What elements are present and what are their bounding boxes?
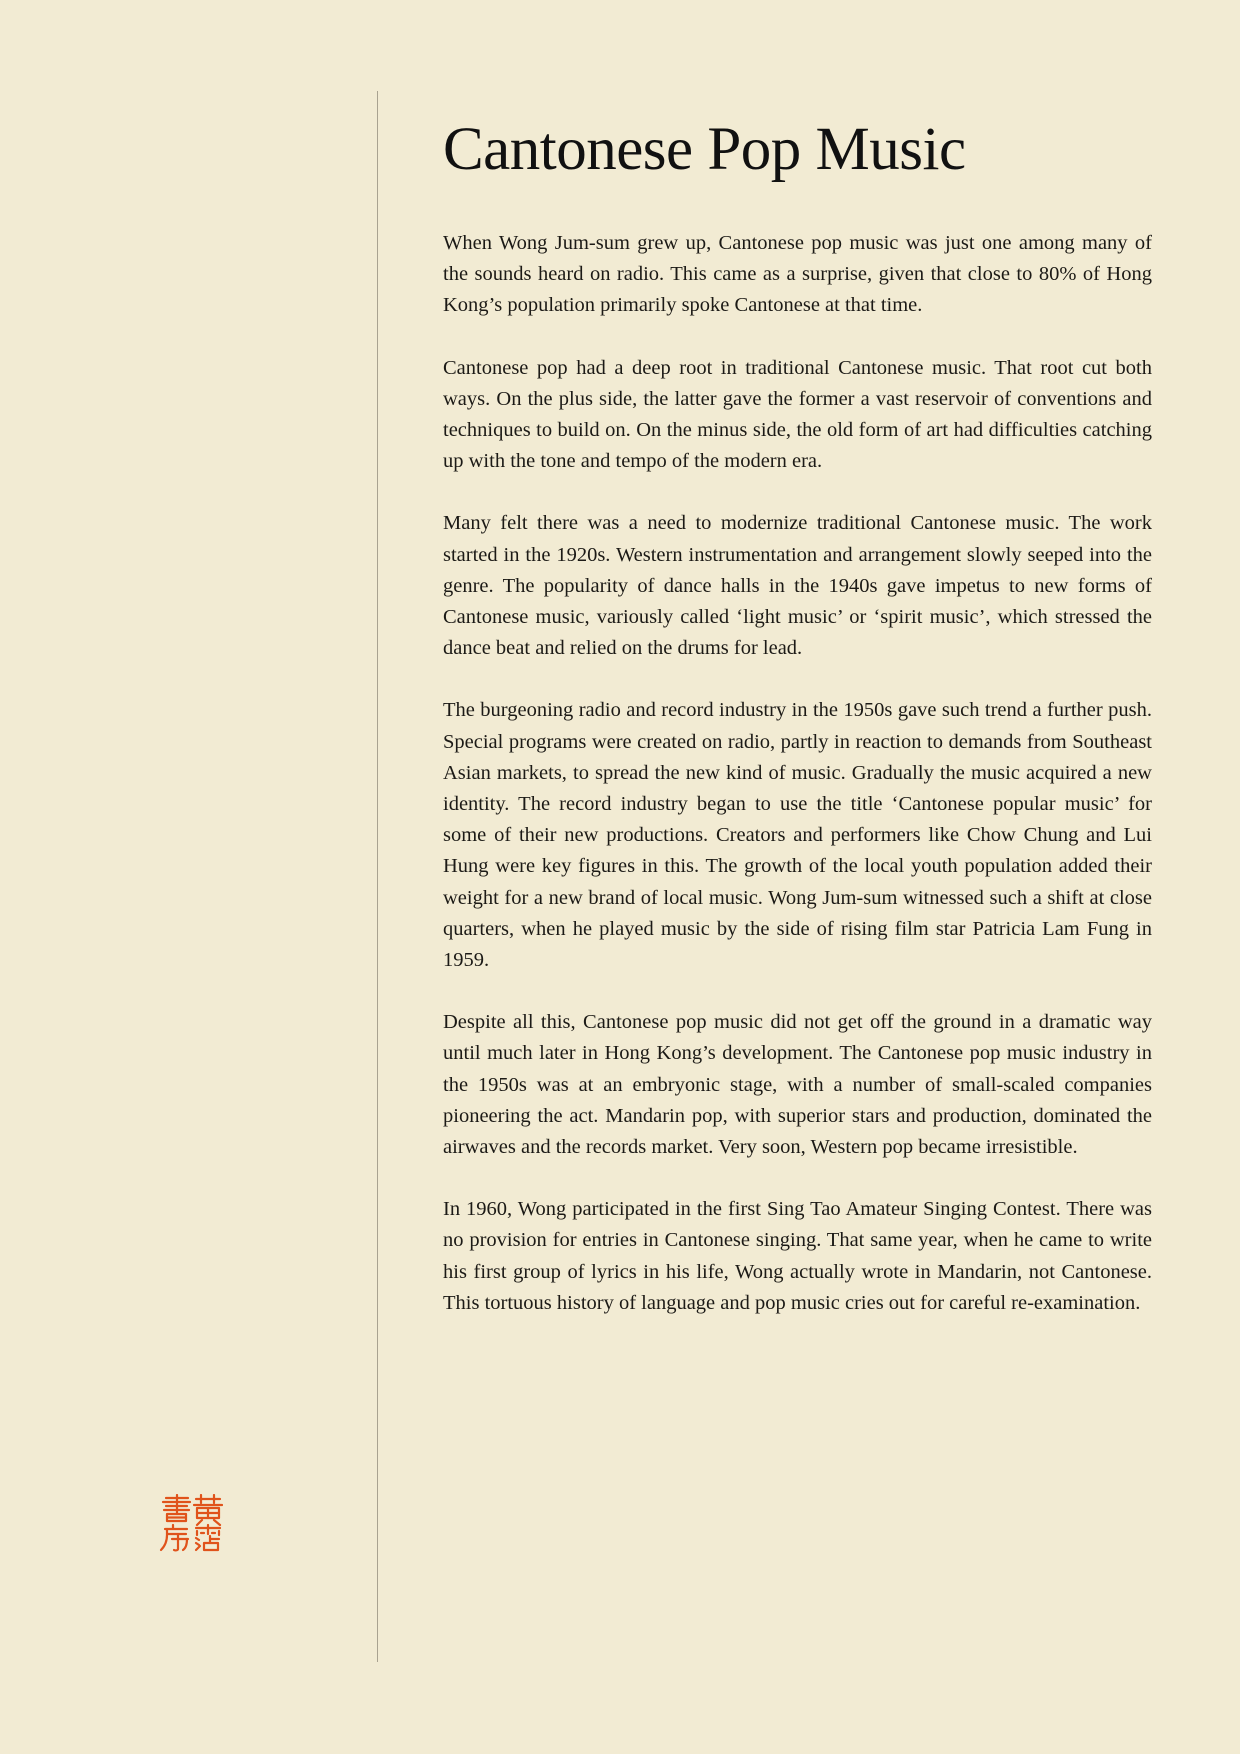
red-seal-stamp-icon (159, 1494, 223, 1552)
vertical-divider-line (377, 91, 378, 1662)
article (443, 110, 1152, 1350)
paragraph-2: Cantonese pop had a deep root in traditional Cantonese music. That root cut both ways. On the plus side, the latter gave the former a vast reservoir of conventions and techniques to build on. On the minus side, the old form of art had difficulties catching up with the tone and tempo of the modern era. (443, 356, 1152, 473)
paragraph-1: When Wong Jum-sum grew up, Cantonese pop music was just one among many of the sounds heard on radio. This came as a surprise, given that close to 80% of Hong Kong’s population primarily spoke Cantonese at that time. (443, 232, 1152, 317)
paragraph-3: Many felt there was a need to modernize traditional Cantonese music. The work started in the 1920s. Western instrumentation and arrangement slowly seeped into the genre. The popularity of dance halls in the 1940s gave impetus to new forms of Cantonese music, variously called ‘light music’ or ‘spirit music’, which stressed the dance beat and relied on the drums for lead. (443, 512, 1152, 660)
paragraph-5: Despite all this, Cantonese pop music did not get off the ground in a dramatic way until much later in Hong Kong’s development. The Cantonese pop music industry in the 1950s was at an embryonic stage, with a number of small-scaled companies pioneering the act. Mandarin pop, with superior stars and production, dominated the airwaves and the records market. Very soon, Western pop became irresistible. (443, 1011, 1152, 1159)
paragraph-4: The burgeoning radio and record industry in the 1950s gave such trend a further push. Special programs were created on radio, partly in reaction to demands from Southeast Asian markets, to spread the new kind of music. Gradually the music acquired a new identity. The record industry began to use the title ‘Cantonese popular music’ for some of their new productions. Creators and performers like Chow Chung and Lui Hung were key figures in this. The growth of the local youth population added their weight for a new brand of local music. Wong Jum-sum witnessed such a shift at close quarters, when he played music by the side of rising film star Patricia Lam Fung in 1959. (443, 699, 1152, 972)
paragraph-6: In 1960, Wong participated in the first Sing Tao Amateur Singing Contest. There was no provision for entries in Cantonese singing. That same year, when he came to write his first group of lyrics in his life, Wong actually wrote in Mandarin, not Cantonese. This tortuous history of language and pop music cries out for careful re-examination. (443, 1198, 1152, 1314)
page-title: Cantonese Pop Music (443, 116, 966, 183)
